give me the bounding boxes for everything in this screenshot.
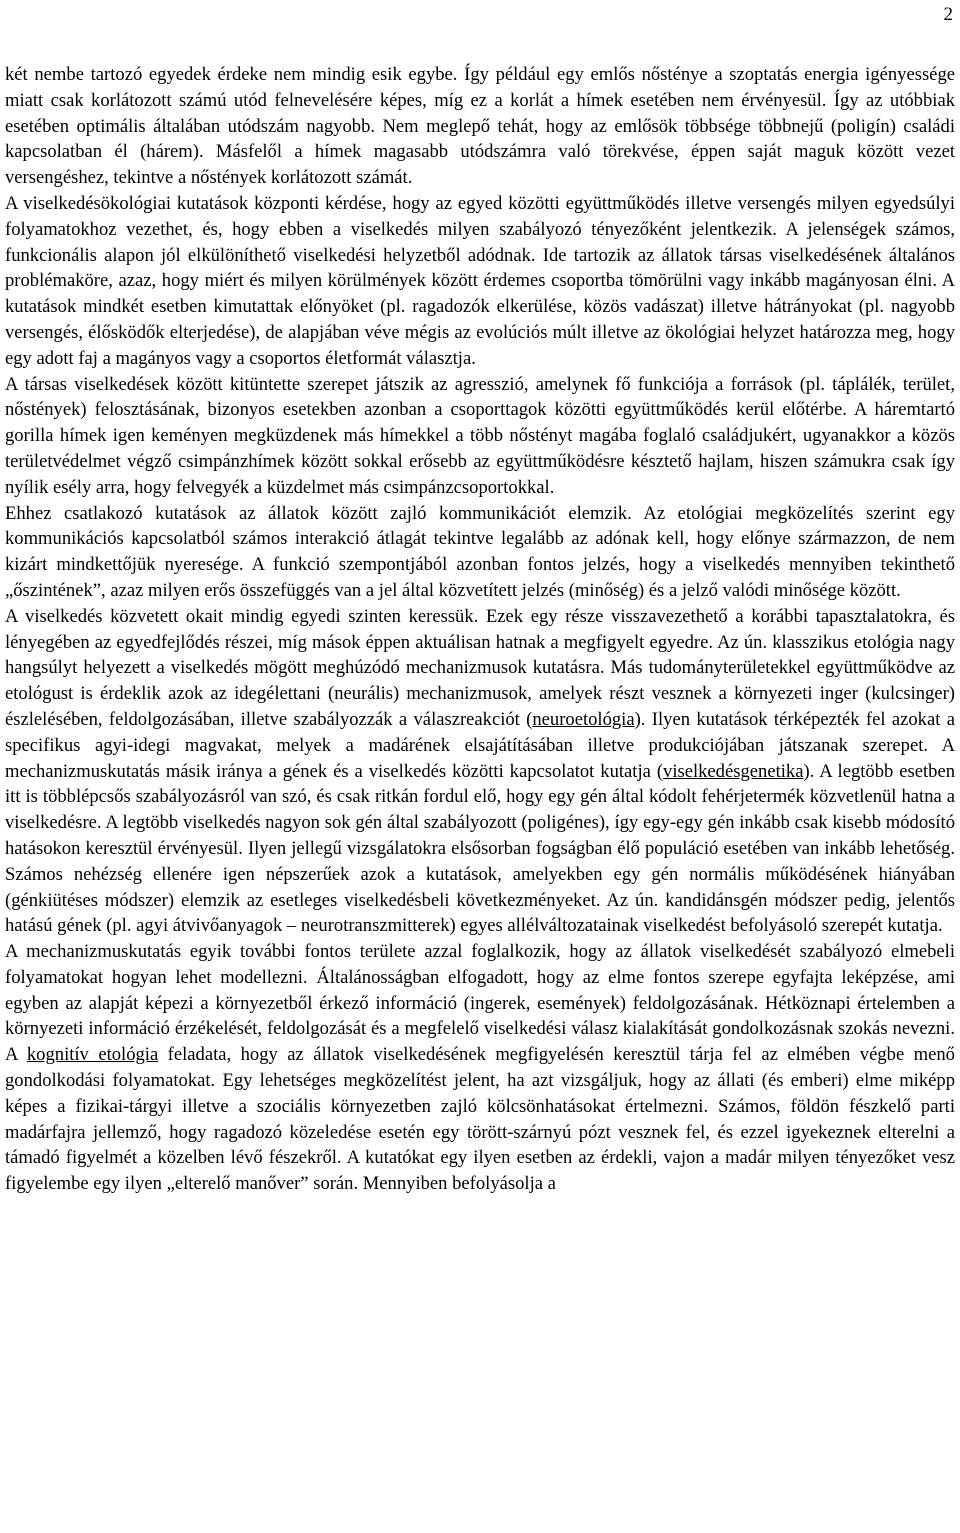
link-neuroetologia[interactable]: neuroetológia — [532, 708, 635, 730]
paragraph-text: A mechanizmuskutatás egyik további fontos területe azzal foglalkozik, hogy az állatok viselkedését szabályozó elmebeli folyamatokat hogyan lehet modellezni. Általánosságban elfogadott, hogy az elme fontos szerepe egyfajta leképzése, ami egyben az alapját képezi a környezetből érkező információ (ingerek, események) feldolgozásának. Hétköznapi értelemben a környezeti információ érzékelését, feldolgozását és a megfelelő viselkedési válasz kialakítását gondolkozásnak szokás nevezni. A — [5, 941, 955, 1066]
paragraph-6 — [5, 939, 955, 1197]
paragraph-3 — [5, 372, 955, 501]
document-body — [5, 62, 955, 1197]
paragraph-4 — [5, 501, 955, 604]
link-viselkedesgenetika[interactable]: viselkedésgenetika — [663, 760, 804, 782]
paragraph-text: A viselkedésökológiai kutatások központi kérdése, hogy az egyed közötti együttműködés illetve versengés milyen egyedsúlyi folyamatokhoz vezethet, és, hogy ebben a viselkedés milyen szabályozó tényezőként jelentkezik. A jelenségek számos, funkcionális alapon jól elkülöníthető viselkedési helyzetből adódnak. Ide tartozik az állatok társas viselkedésének általános problémaköre, azaz, hogy miért és milyen körülmények között érdemes csoportba tömörülni vagy inkább magányosan élni. A kutatások mindkét esetben kimutattak előnyöket (pl. ragadozók elkerülése, közös vadászat) illetve hátrányokat (pl. nagyobb versengés, élősködők elterjedése), de alapjában véve mégis az evolúciós múlt illetve az ökológiai helyzet határozza meg, hogy egy adott faj a magányos vagy a csoportos életformát választja. — [5, 192, 955, 369]
paragraph-text: ). A legtöbb esetben itt is többlépcsős szabályozásról van szó, és csak ritkán fordul elő, hogy egy gén által kódolt fehérjetermék közvetlenül hatna a viselkedésre. A legtöbb viselkedés nagyon sok gén által szabályozott (poligénes), így egy-egy gén inkább csak kisebb módosító hatásokon keresztül érvényesül. Ilyen jellegű vizsgálatokra elsősorban fogságban élő populáció esetében van inkább lehetőség. Számos nehézség ellenére igen népszerűek azok a kutatások, amelyekben egy gén normális működésének hiányában (génkiütéses módszer) elemzik az esetleges viselkedésbeli következményeket. Az ún. kandidánsgén módszer pedig, jelentős hatású gének (pl. agyi átvivőanyagok – neurotranszmitterek) egyes allélváltozatainak viselkedést befolyásoló szerepét kutatja. — [5, 760, 956, 937]
paragraph-2 — [5, 191, 955, 372]
paragraph-text: A viselkedés közvetett okait mindig egyedi szinten keressük. Ezek egy része visszavezethető a korábbi tapasztalatokra, és lényegében az egyedfejlődés részei, míg mások éppen aktuálisan hatnak a megfigyelt egyedre. Az ún. klasszikus etológia nagy hangsúlyt helyezett a viselkedés mögött meghúzódó mechanizmusok kutatásra. Más tudományterületekkel együttműködve az etológust is érdeklik azok az idegélettani (neurális) mechanizmusok, amelyek részt vesznek a környezeti inger (kulcsinger) észlelésében, feldolgozásában, illetve szabályozzák a válaszreakciót ( — [5, 605, 955, 730]
paragraph-text: Ehhez csatlakozó kutatások az állatok között zajló kommunikációt elemzik. Az etológiai megközelítés szerint egy kommunikációs kapcsolatból számos interakció átlagát tekintve legalább az adónak kell, hogy előnye származzon, de nem kizárt mindkettőjük nyeresége. A funkció szempontjából azonban fontos jelzés, hogy a viselkedés mennyiben tekinthető „őszintének”, azaz milyen erős összefüggés van a jel által közvetített jelzés (minőség) és a jelző valódi minősége között. — [5, 502, 955, 601]
paragraph-5 — [5, 604, 955, 939]
paragraph-1 — [5, 62, 955, 191]
paragraph-text: feladata, hogy az állatok viselkedésének megfigyelésén keresztül tárja fel az elmében végbe menő gondolkodási folyamatokat. Egy lehetséges megközelítést jelent, ha azt vizsgáljuk, hogy az állati (és emberi) elme miképp képes a fizikai-tárgyi illetve a szociális környezetben zajló kölcsönhatásokat értelmezni. Számos, földön fészkelő parti madárfajra jellemző, hogy ragadozó közeledése esetén egy törött-szárnyú pózt vesznek fel, és ezzel igyekeznek elterelni a támadó figyelmét a közelben lévő fészekről. A kutatókat egy ilyen esetben az érdekli, vajon a madár milyen tényezőket vesz figyelembe egy ilyen „elterelő manőver” során. Mennyiben befolyásolja a — [5, 1044, 955, 1195]
paragraph-text: ). Ilyen kutatások térképezték fel azokat a specifikus agyi-idegi magvakat, melyek a madárének elsajátításában illetve produkciójában játszanak szerepet. A mechanizmuskutatás másik iránya a gének és a viselkedés közötti kapcsolatot kutatja ( — [5, 708, 955, 782]
link-kognitiv-etologia[interactable]: kognitív etológia — [26, 1044, 159, 1066]
paragraph-text: A társas viselkedések között kitüntette szerepet játszik az agresszió, amelynek fő funkciója a források (pl. táplálék, terület, nőstények) felosztásának, bizonyos esetekben azonban a csoporttagok közötti együttműködés kerül előtérbe. A háremtartó gorilla hímek igen keményen megküzdenek más hímekkel a több nőstényt magába foglaló családjukért, ugyanakkor a közös területvédelmet végző csimpánzhímek között sokkal erősebb az együttműködésre késztető hajlam, hiszen számukra csak így nyílik esély arra, hogy felvegyék a küzdelmet más csimpánzcsoportokkal. — [5, 373, 955, 498]
paragraph-text: két nembe tartozó egyedek érdeke nem mindig esik egybe. Így például egy emlős nősténye a szoptatás energia igényessége miatt csak korlátozott számú utód felnevelésére képes, míg ez a korlát a hímek esetében nem érvényesül. Így az utóbbiak esetében optimális általában utódszám nagyobb. Nem meglepő tehát, hogy az emlősök többsége többnejű (poligín) családi kapcsolatban él (hárem). Másfelől a hímek magasabb utódszámra való törekvése, éppen saját maguk között vezet versengéshez, tekintve a nőstények korlátozott számát. — [5, 64, 955, 189]
page-number: 2 — [943, 4, 953, 25]
